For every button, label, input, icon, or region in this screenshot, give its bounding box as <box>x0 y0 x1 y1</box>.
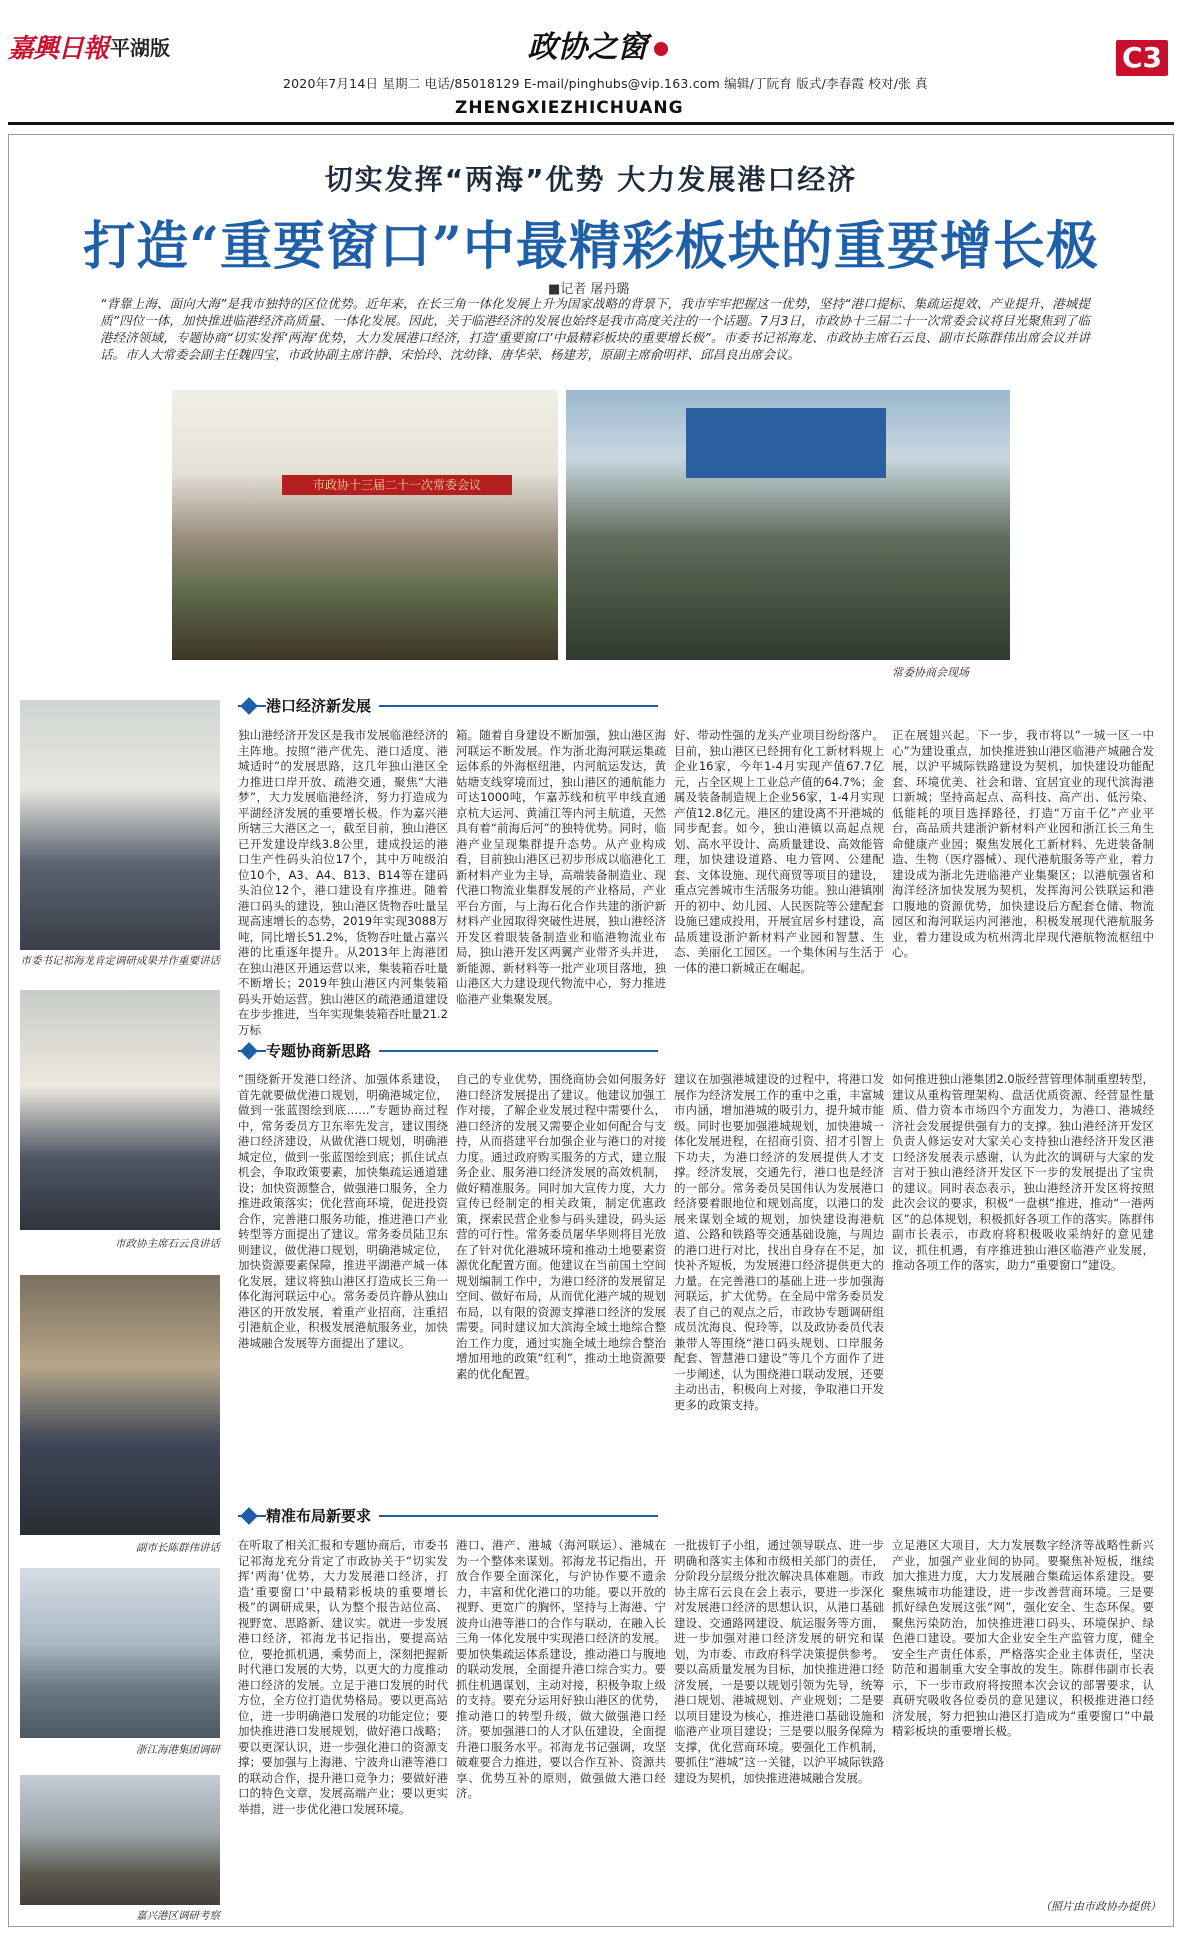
info-line: 2020年7月14日 星期二 电话/85018129 E-mail/pinghubs@vip.163.com 编辑/丁阮育 版式/李春霞 校对/张 真 <box>283 76 928 91</box>
section-pinyin: ZHENGXIEZHICHUANG <box>455 98 684 118</box>
diamond-icon <box>240 1042 258 1060</box>
section-dot-icon <box>654 42 668 56</box>
section-title-3: 精准布局新要求 <box>266 1505 379 1526</box>
s3-column-2: 港口、港产、港城（海河联运）、港城在为一个整体来谋划。祁海龙书记指出，开放合作要全面深化，与沪协作要不遗余力，丰富和优化港口的功能。要以开放的视野、更宽广的胸怀，坚持与上海港、宁波舟山港等港口的合作与联动，在融入长三角一体化发展中实现港口经济的发展。要加快集疏运体系建设，推动港口与腹地的联动发展，全面提升港口综合实力。要抓住机遇谋划，主动对接，积极争取上级的支持。要充分运用好独山港区的优势，推动港口的转型升级，做大做强港口经济。要加强港口的人才队伍建设，全面提升港口服务水平。祁海龙书记强调，攻坚破难要合力推进，要以合作互补、资源共享、优势互补的原则，做强做大港口经济。 <box>456 1538 666 1800</box>
photo-caption-5: 嘉兴港区调研考察 <box>136 1910 220 1922</box>
photo-caption-4: 浙江海港集团调研 <box>136 1744 220 1756</box>
section-title-1: 港口经济新发展 <box>266 695 379 716</box>
section-head-1 <box>238 695 658 719</box>
photo-caption-2: 市政协主席石云良讲话 <box>115 1238 220 1250</box>
section-title <box>505 28 690 68</box>
s1-column-4: 正在展翅兴起。下一步，我市将以“一城一区一中心”为建设重点，加快推进独山港区临港产城融合发展，以沪平城际铁路建设为契机，加快建设功能配套、环境优美、社会和谐、宜居宜业的现代滨海港口新城；坚持高起点、高科技、高产出、低污染、低能耗的项目选择路径，打造“万亩千亿”产业平台，高品质共建浙沪新材料产业园和浙江长三角生命健康产业园；聚焦发展化工新材料、先进装备制造、生物（医疗器械）、现代港航服务等产业，着力建设成为浙北先进临港产业集聚区；以港航强省和海洋经济加快发展为契机，发挥海河公铁联运和港口腹地的资源优势，加快建设后方配套仓储、物流园区和海河联运内河港池，积极发展现代港航服务业，着力建设成为杭州湾北岸现代港航物流枢纽中心。 <box>892 728 1154 959</box>
site-photo-2 <box>20 1775 220 1905</box>
s2-column-4: 如何推进独山港集团2.0版经营管理体制重塑转型，建议从重构管理架构、盘活优质资源、经营显性量质、借力资本市场四个方面发力，为港口、港城经济社会发展提供强有力的支撑。独山港经济开发区负责人修运安对大家关心支持独山港经济开发区港口经济发展表示感谢，认为此次的调研与大家的发言对于独山港经济开发区下一步的发展提出了宝贵的建议。同时表态表示，独山港经济开发区将按照此次会议的要求，积极“一盘棋”推进，推动“一港两区”的总体规划，积极抓好各项工作的落实。陈群伟副市长表示，市政府将积极吸收采纳好的意见建议，抓住机遇，有序推进独山港区临港产业发展，推动各项工作的落实，助力“重要窗口”建设。 <box>892 1072 1154 1272</box>
photo-caption-1: 市委书记祁海龙肯定调研成果并作重要讲话 <box>20 955 220 967</box>
page-number: C3 <box>1116 40 1168 76</box>
conference-screen <box>686 408 886 478</box>
masthead-rule <box>8 122 1174 125</box>
lead-paragraph: “背靠上海、面向大海”是我市独特的区位优势。近年来，在长三角一体化发展上升为国家战略的背景下，我市牢牢把握这一优势，坚持“港口提标、集疏运提效、产业提升、港城提质”四位一体，加快推进临港经济高质量、一体化发展。因此，关于临港经济的发展也始终是我市高度关注的一个话题。7月3日，市政协十三届二十一次常委会议将目光聚焦到了临港经济领域，专题协商“切实发挥‘两海’优势，大力发展港口经济，打造‘重要窗口’中最精彩板块的重要增长极”。市委书记祁海龙、市政协主席石云良、副市长陈群伟出席会议并讲话。市人大常委会副主任魏四宝，市政协副主席许静、宋怡玲、沈幼锋、唐华荣、杨建芳，原副主席俞明祥、邱昌良出席会议。 <box>100 296 1090 362</box>
s2-column-1: “围绕新开发港口经济、加强体系建设，首先就要做优港口规划，明确港城定位，做到一张蓝图绘到底……”专题协商过程中，常务委员方卫东率先发言，建议围绕港口经济建设，从做优港口规划，明确港城定位，做到一张蓝图绘到底；抓住试点机会，争取政策要素，加快集疏运通道建设；加快资源整合，做强港口服务，全力推进政策落实；优化营商环境，促进投资合作，完善港口服务功能，推进港口产业转型等方面提出了建议。常务委员陆卫东则建议，做优港口规划，明确港城定位，加快资源要素保障，推进平湖港产城一体化发展，建议将独山港区打造成长三角一体化海河联运中心。常务委员许静从独山港区的开放发展，着重产业招商，注重招引港航企业，积极发展港航服务业，加快港城融合发展等方面提出了建议。 <box>238 1072 448 1350</box>
diamond-icon <box>240 697 258 715</box>
section-head-3 <box>238 1505 658 1529</box>
article-subhead: 切实发挥“两海”优势 大力发展港口经济 <box>324 163 858 196</box>
s1-column-1: 独山港经济开发区是我市发展临港经济的主阵地。按照“港产优先、港口适度、港城适时”的发展思路，这几年独山港区全力推进口岸开放、疏港交通，聚焦“大港梦”，大力发展临港经济，努力打造成为平湖经济发展的重要增长极。作为嘉兴港所辖三大港区之一，截至目前，独山港区已开发建设岸线3.8公里，建成投运的港口生产性码头泊位17个，其中万吨级泊位10个，A3、A4、B13、B14等在建码头泊位12个，港口建设有序推进。随着港口码头的建设，独山港区货物吞吐量呈现高速增长的态势，2019年实现3088万吨，同比增长51.2%，货物吞吐量占嘉兴港的比重逐年提升。从2013年上海港团在独山港区开通运营以来，集装箱吞吐量不断增长；2019年独山港区内河集装箱码头开始运营。独山港区的疏港通道建设在步步推进，当年实现集装箱吞吐量21.2万标 <box>238 728 448 1037</box>
s2-column-3: 建议在加强港城建设的过程中，将港口发展作为经济发展工作的重中之重，丰富城市内涵，增加港城的吸引力，提升城市能级。同时也要加强港城规划，加快港城一体化发展进程，在招商引资、招才引智上下功夫，为港口经济的发展提供人才支撑。经济发展，交通先行，港口也是经济的一部分。常务委员吴国伟认为发展港口经济要着眼地位和规划高度，以港口的发展来谋划全域的规划，加快建设海港航道、公路和铁路等交通基础设施，与周边的港口进行对比，找出自身存在不足，加快补齐短板，为发展港口经济提供更大的力量。在完善港口的基础上进一步加强海河联运，扩大优势。在全局中常务委员发表了自己的观点之后，市政协专题调研组成员沈海良、倪玲等，以及政协委员代表兼带人等围绕“港口码头规划、口岸服务配套、智慧港口建设”等几个方面作了进一步阐述，认为围绕港口联动发展，还要主动出击，积极向上对接，争取港口开发更多的政策支持。 <box>674 1072 884 1412</box>
meeting-banner: 市政协十三届二十一次常委会议 <box>282 475 512 495</box>
portrait-photo-1 <box>20 700 220 950</box>
s1-column-3: 好、带动性强的龙头产业项目纷纷落户。目前，独山港区已经拥有化工新材料规上企业16家，今年1-4月实现产值67.7亿元，占全区规上工业总产值的64.7%；金属及装备制造规上企业56家，1-4月实现产值12.8亿元。港区的建设离不开港城的同步配套。如今，独山港镇以高起点规划、高水平设计、高质量建设、高效能管理，加快建设道路、电力管网、公建配套、文体设施、现代商贸等项目的建设，重点完善城市生活服务功能。独山港镇刚开的初中、幼儿园、人民医院等公建配套设施已建成投用，开展宜居乡村建设，高品质建设浙沪新材料产业园和智慧、生态、美丽化工园区。一个集休闲与生活于一体的港口新城正在崛起。 <box>674 728 884 975</box>
site-photo-1 <box>20 1568 220 1738</box>
photo-caption-3: 副市长陈群伟讲话 <box>136 1542 220 1554</box>
portrait-photo-2 <box>20 990 220 1230</box>
section-head-2 <box>238 1040 658 1064</box>
section-title-text: 政协之窗 <box>527 30 648 65</box>
photo-credit: （照片由市政协办提供） <box>1040 1900 1161 1913</box>
s1-column-2: 箱。随着自身建设不断加强，独山港区海河联运不断发展。作为浙北海河联运集疏运体系的外海枢纽港，内河航运发达，黄姑塘支线穿境而过，独山港区的通航能力可达1000吨，乍嘉苏线和杭平申线直通京杭大运河、黄浦江等内河主航道，天然具有着“前海后河”的独特优势。同时，临港产业呈现集群提升态势。从产业构成看，目前独山港区已初步形成以临港化工新材料产业为主导，高端装备制造业、现代港口物流业集群发展的产业格局，产业平台方面，与上海石化合作共建的浙沪新材料产业园取得突破性进展，独山港经济开发区着眼装备制造业和临港物流业布局，独山港开发区两翼产业带齐头并进，新能源、新材料等一批产业项目落地，独山港区大力建设现代物流中心，努力推进临港产业集聚发展。 <box>456 728 666 1006</box>
edition-label: 平湖版 <box>110 36 170 60</box>
article-headline: 打造“重要窗口”中最精彩板块的重要增长极 <box>83 216 1099 277</box>
newspaper-logo: 嘉興日報 <box>8 34 109 64</box>
portrait-photo-3 <box>20 1275 220 1535</box>
s3-column-4: 立足港区大项目，大力发展数字经济等战略性新兴产业，加强产业业间的协同。要聚焦补短板，继续加大推进力度，大力发展融合集疏运体系建设。要聚焦城市功能建设，进一步改善营商环境。三是要抓好绿色发展这张“网”，强化安全、生态环保。要聚焦污染防治，加快推进港口码头、环境保护、绿色港口建设。要加大企业安全生产监管力度，健全安全生产责任体系，严格落实企业主体责任，坚决防范和遏制重大安全事故的发生。陈群伟副市长表示，下一步市政府将按照本次会议的部署要求，认真研究吸收各位委员的意见建议，积极推进港口经济发展，努力把独山港区打造成为“重要窗口”中最精彩板块的重要增长极。 <box>892 1538 1154 1738</box>
meeting-photo <box>172 390 558 660</box>
photo-caption: 常委协商会现场 <box>892 666 969 679</box>
byline: ■记者 屠丹璐 <box>548 282 630 297</box>
s3-column-1: 在听取了相关汇报和专题协商后，市委书记祁海龙充分肯定了市政协关于“切实发挥‘两海’优势，大力发展港口经济，打造‘重要窗口’中最精彩板块的重要增长极”的调研成果，认为整个报告站位高、视野宽、思路新、建议实。就进一步发展港口经济，祁海龙书记指出，要提高站位，要抢抓机遇，乘势而上，深刻把握新时代港口发展的大势，以更大的力度推动港口经济的发展。立足于港口发展的时代方位，全方位打造优势格局。要以更高站位，进一步明确港口发展的功能定位；要加快推进港口发展规划，做好港口战略；要以更深认识，进一步强化港口的资源支撑；要加强与上海港、宁波舟山港等港口的联动合作，提升港口竞争力；要做好港口的特色文章，发展高端产业；要以更实举措，进一步优化港口发展环境。 <box>238 1538 448 1816</box>
section-title-2: 专题协商新思路 <box>266 1040 379 1061</box>
s2-column-2: 自己的专业优势，围绕商协会如何服务好港口经济发展提出了建议。他建议加强工作对接，了解企业发展过程中需要什么，港口经济的发展又需要企业如何配合与支持，从而搭建平台加强企业与港口的对接力度。通过政府购买服务的方式，建立服务企业、服务港口经济发展的高效机制，做好精准服务。同时加大宣传力度，大力宣传已经制定的相关政策，制定优惠政策，探索民营企业参与码头建设，码头运营的可行性。常务委员屠华华则将目光放在了针对优化港城环境和推动土地要素资源优化配置方面。他建议在当前国土空间规划编制工作中，为港口经济的发展留足空间、做好布局，从而优化港产城的规划布局，以有限的资源支撑港口经济的发展需要。同时建议加大滨海全域土地综合整治工作力度，通过实施全域土地综合整治增加用地的政策“红利”，推动土地资源要素的优化配置。 <box>456 1072 666 1381</box>
s3-column-3: 一批拔钉子小组，通过领导联点、进一步明确和落实主体和市级相关部门的责任，分阶段分层级分批次解决具体难题。市政协主席石云良在会上表示，要进一步深化对发展港口经济的思想认识，从港口基础建设、交通路网建设、航运服务等方面，进一步加强对港口经济发展的研究和谋划，为市委、市政府科学决策提供参考。要以高质量发展为目标，加快推进港口经济发展，一是要以规划引领为先导，统筹港口规划、港城规划、产业规划；二是要以项目建设为核心，推进港口基础设施和临港产业项目建设；三是要以服务保障为支撑，优化营商环境。要强化工作机制，要抓住“港城”这一关键，以沪平城际铁路建设为契机，加快推进港城融合发展。 <box>674 1538 884 1785</box>
conference-photo <box>566 390 1010 660</box>
diamond-icon <box>240 1507 258 1525</box>
